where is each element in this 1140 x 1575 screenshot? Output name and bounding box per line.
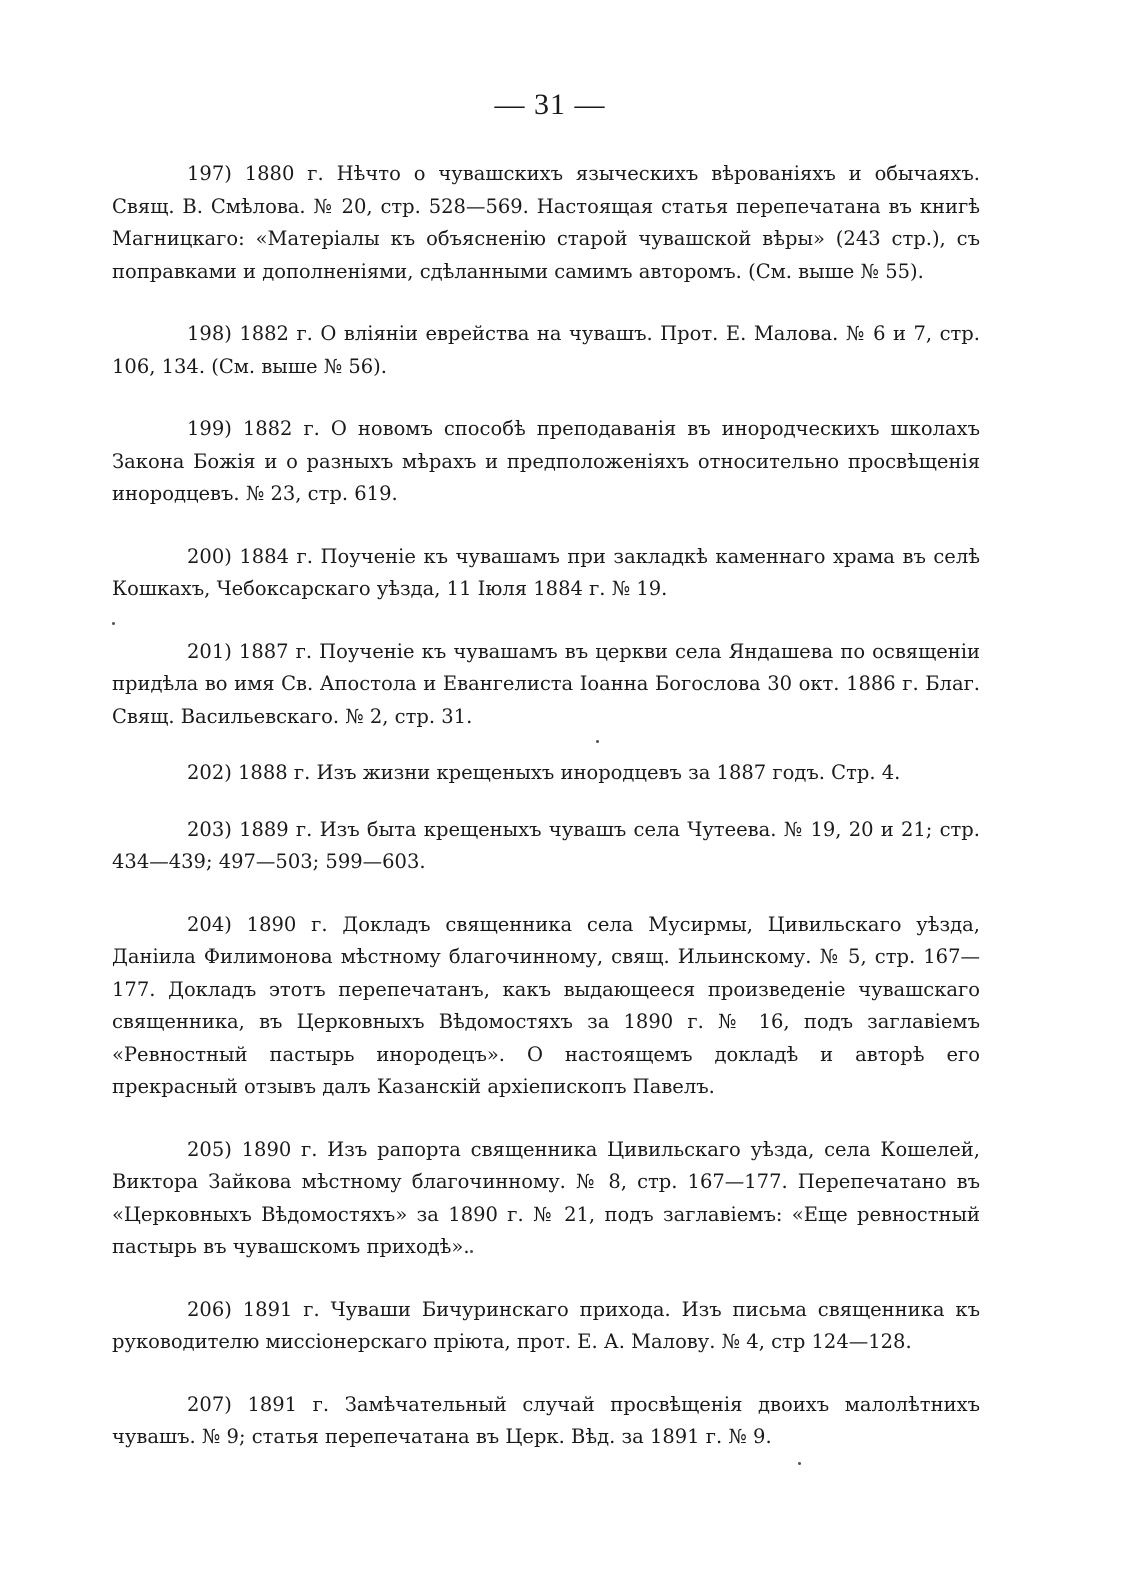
entry-198: 198) 1882 г. О вліяніи еврейства на чувашъ. Прот. Е. Малова. № 6 и 7, стр. 106, 134. (См. выше № 56).: [112, 322, 980, 378]
print-speck: [112, 622, 115, 625]
entry-201: 201) 1887 г. Поученіе къ чувашамъ въ церкви села Яндашева по освященіи придѣла во имя Св. Апостола и Евангелиста Іоанна Богослова 30 окт. 1886 г. Благ. Свящ. Васильевскаго. № 2, стр. 31.: [112, 639, 980, 728]
print-speck: [596, 740, 599, 743]
entry-207: 207) 1891 г. Замѣчательный случай просвѣщенія двоихъ малолѣтнихъ чувашъ. № 9; статья перепечатана въ Церк. Вѣд. за 1891 г. № 9.: [112, 1392, 980, 1448]
entry-199: 199) 1882 г. О новомъ способѣ преподаванія въ инородческихъ школахъ Закона Божія и о разныхъ мѣрахъ и предположеніяхъ относительно просвѣщенія инородцевъ. № 23, стр. 619.: [112, 417, 980, 505]
entry-203: 203) 1889 г. Изъ быта крещеныхъ чувашъ села Чутеева. № 19, 20 и 21; стр. 434—439; 497—503; 599—603.: [112, 817, 980, 873]
print-speck: [798, 1462, 801, 1465]
entry-202: 202) 1888 г. Изъ жизни крещеныхъ инородцевъ за 1887 годъ. Стр. 4.: [187, 761, 901, 784]
entry-200: 200) 1884 г. Поученіе къ чувашамъ при закладкѣ каменнаго храма въ селѣ Кошкахъ, Чебоксарскаго уѣзда, 11 Іюля 1884 г. № 19.: [112, 544, 980, 600]
entry-205: 205) 1890 г. Изъ рапорта священника Цивильскаго уѣзда, села Кошелей, Виктора Зайкова мѣстному благочинному. № 8, стр. 167—177. Перепечатано въ «Церковныхъ Вѣдомостяхъ» за 1890 г. № 21, подъ заглавіемъ: «Еще ревностный пастырь въ чувашскомъ приходѣ».: [112, 1137, 980, 1258]
entry-204: 204) 1890 г. Докладъ священника села Мусирмы, Цивильскаго уѣзда, Даніила Филимонова мѣстному благочинному, свящ. Ильинскому. № 5, стр. 167—177. Докладъ этотъ перепечатанъ, какъ выдающееся произведеніе чувашскаго священника, въ Церковныхъ Вѣдомостяхъ за 1890 г. № 16, подъ заглавіемъ «Ревностный пастырь инородецъ». О настоящемъ докладѣ и авторѣ его прекрасный отзывъ далъ Казанскій архіепископъ Павелъ.: [112, 912, 980, 1098]
entry-197: 197) 1880 г. Нѣчто о чувашскихъ языческихъ вѣрованіяхъ и обычаяхъ. Свящ. В. Смѣлова. № 20, стр. 528—569. Настоящая статья перепечатана въ книгѣ Магницкаго: «Матеріалы къ объясненію старой чувашской вѣры» (243 стр.), съ поправками и дополненіями, сдѣланными самимъ авторомъ. (См. выше № 55).: [112, 162, 980, 283]
bibliography-list: [112, 158, 980, 1478]
page-number: — 31 —: [494, 88, 606, 121]
entry-206: 206) 1891 г. Чуваши Бичуринскаго прихода. Изъ письма священника къ руководителю миссіонерскаго пріюта, прот. Е. А. Малову. № 4, стр 124—128.: [112, 1297, 980, 1353]
print-speck: [470, 1250, 473, 1253]
